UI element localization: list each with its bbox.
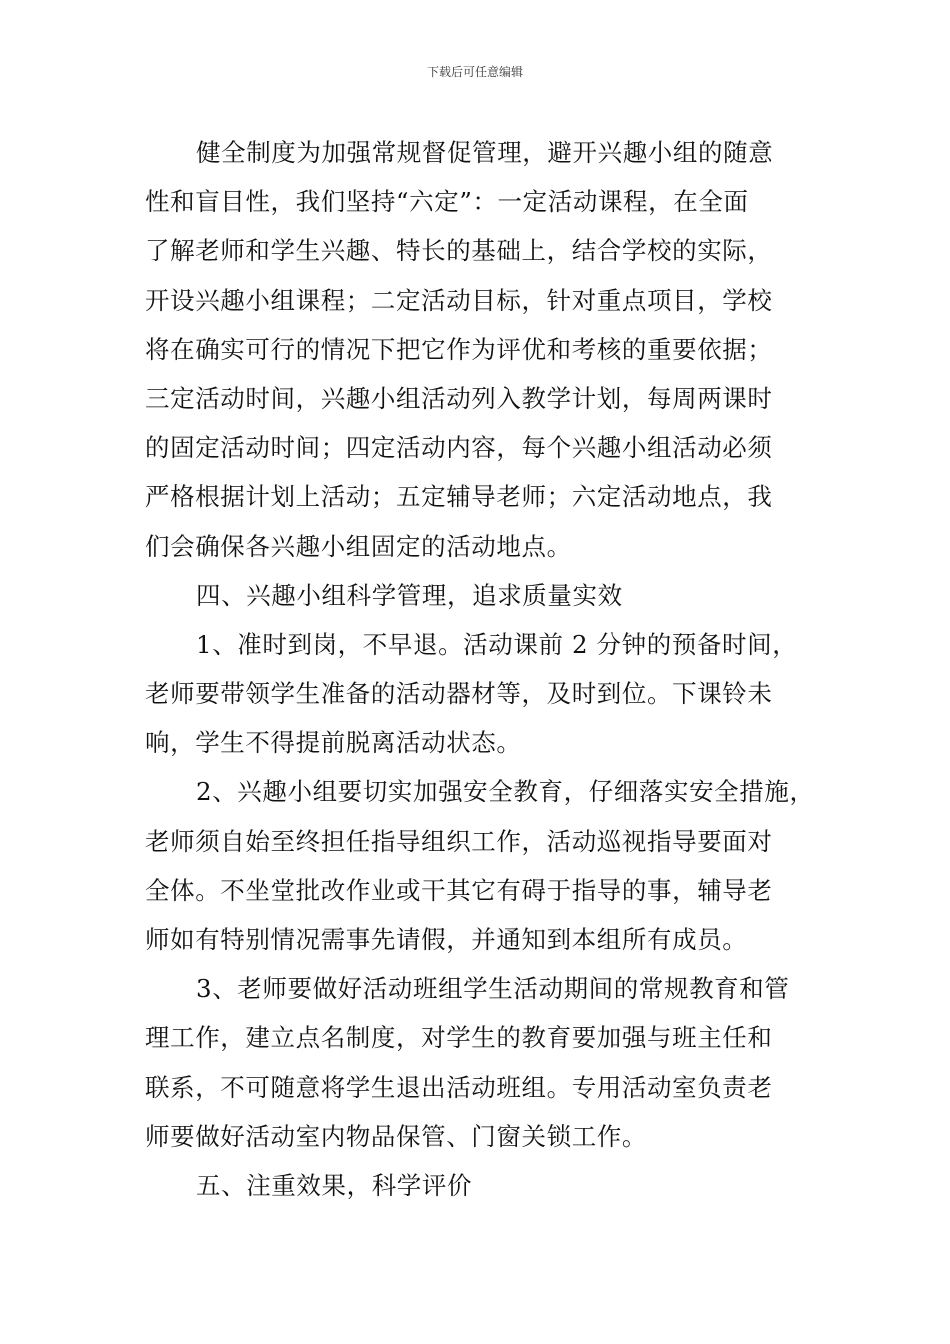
page-header: 下载后可任意编辑 (426, 65, 523, 79)
text-line: 性和盲目性，我们坚持“六定”：一定活动课程，在全面 (145, 187, 749, 217)
text-line: 联系，不可随意将学生退出活动班组。专用活动室负责老 (145, 1072, 773, 1102)
text-line: 了解老师和学生兴趣、特长的基础上，结合学校的实际， (145, 236, 773, 266)
text-line: 将在确实可行的情况下把它作为评优和考核的重要依据； (145, 334, 773, 364)
text-line: 开设兴趣小组课程；二定活动目标，针对重点项目，学校 (145, 285, 773, 315)
text-line: 们会确保各兴趣小组固定的活动地点。 (145, 531, 572, 561)
text-line: 三定活动时间，兴趣小组活动列入教学计划，每周两课时 (145, 383, 773, 413)
text-line: 3、老师要做好活动班组学生活动期间的常规教育和管 (196, 974, 790, 1004)
text-line: 1、准时到岗，不早退。活动课前 2 分钟的预备时间， (196, 629, 798, 659)
text-line: 师如有特别情况需事先请假，并通知到本组所有成员。 (145, 925, 748, 954)
text-line: 理工作，建立点名制度，对学生的教育要加强与班主任和 (145, 1023, 773, 1053)
text-line: 2、兴趣小组要切实加强安全教育，仔细落实安全措施， (196, 777, 815, 807)
section-heading: 五、注重效果，科学评价 (196, 1170, 473, 1200)
text-line: 的固定活动时间；四定活动内容，每个兴趣小组活动必须 (145, 433, 773, 463)
text-line: 老师要带领学生准备的活动器材等，及时到位。下课铃未 (145, 679, 773, 709)
document-body (145, 128, 815, 1210)
text-line: 全体。不坐堂批改作业或干其它有碍于指导的事，辅导老 (145, 875, 773, 905)
text-line: 师要做好活动室内物品保管、门窗关锁工作。 (145, 1121, 647, 1151)
section-heading: 四、兴趣小组科学管理，追求质量实效 (196, 580, 623, 610)
text-line: 健全制度为加强常规督促管理，避开兴趣小组的随意 (196, 138, 774, 167)
text-line: 老师须自始至终担任指导组织工作，活动巡视指导要面对 (145, 826, 773, 856)
text-line: 严格根据计划上活动；五定辅导老师；六定活动地点，我 (145, 482, 773, 512)
text-line: 响，学生不得提前脱离活动状态。 (145, 728, 522, 758)
